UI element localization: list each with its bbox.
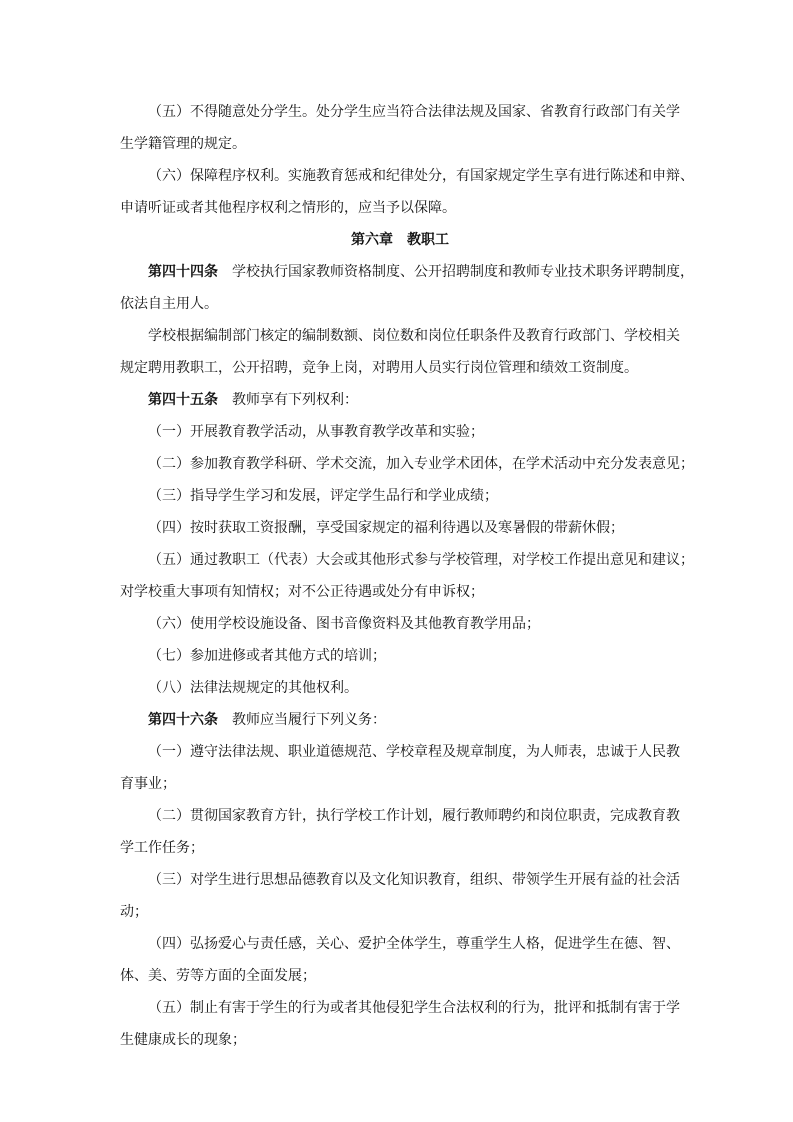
right-item-1 bbox=[120, 416, 680, 448]
text-line: 生健康成长的现象； bbox=[120, 1032, 246, 1048]
right-item-4 bbox=[120, 512, 680, 544]
text-line: （六）保障程序权利。实施教育惩戒和纪律处分，有国家规定学生享有进行陈述和申辩、 bbox=[148, 168, 694, 184]
article-46 bbox=[120, 704, 680, 736]
text-line: （五）不得随意处分学生。处分学生应当符合法律法规及国家、省教育行政部门有关学 bbox=[148, 104, 680, 120]
text-line: 育事业； bbox=[120, 776, 176, 792]
paragraph-staffing bbox=[120, 320, 680, 384]
article-45 bbox=[120, 384, 680, 416]
article-title: 第四十五条 bbox=[148, 392, 218, 408]
text-line: （五）通过教职工（代表）大会或其他形式参与学校管理，对学校工作提出意见和建议； bbox=[148, 552, 694, 568]
text-line: （二）参加教育教学科研、学术交流，加入专业学术团体，在学术活动中充分发表意见； bbox=[148, 456, 694, 472]
right-item-8 bbox=[120, 672, 680, 704]
text-line: 申请听证或者其他程序权利之情形的，应当予以保障。 bbox=[120, 200, 456, 216]
right-item-3 bbox=[120, 480, 680, 512]
text-line bbox=[120, 256, 694, 288]
text-line: （三）指导学生学习和发展，评定学生品行和学业成绩； bbox=[148, 488, 498, 504]
paragraph-6-procedure bbox=[120, 160, 694, 224]
text-line: （五）制止有害于学生的行为或者其他侵犯学生合法权利的行为，批评和抵制有害于学 bbox=[148, 1000, 680, 1016]
right-item-6 bbox=[120, 608, 680, 640]
text-line: （六）使用学校设施设备、图书音像资料及其他教育教学用品； bbox=[148, 616, 540, 632]
text-line: 动； bbox=[120, 904, 148, 920]
duty-item-5 bbox=[120, 992, 680, 1056]
chapter-heading: 第六章 教职工 bbox=[351, 232, 449, 248]
text-line: 学校根据编制部门核定的编制数额、岗位数和岗位任职条件及教育行政部门、学校相关 bbox=[148, 328, 680, 344]
text-line: 体、美、劳等方面的全面发展； bbox=[120, 968, 316, 984]
article-title: 第四十四条 bbox=[148, 264, 218, 280]
right-item-7 bbox=[120, 640, 680, 672]
text-line: 对学校重大事项有知情权；对不公正待遇或处分有申诉权； bbox=[120, 584, 484, 600]
text-line: 生学籍管理的规定。 bbox=[120, 136, 246, 152]
article-text: 教师应当履行下列义务： bbox=[232, 712, 386, 728]
text-line: （一）遵守法律法规、职业道德规范、学校章程及规章制度，为人师表，忠诚于人民教 bbox=[148, 744, 680, 760]
article-text: 学校执行国家教师资格制度、公开招聘制度和教师专业技术职务评聘制度， bbox=[232, 264, 694, 280]
article-44 bbox=[120, 256, 694, 320]
right-item-2 bbox=[120, 448, 694, 480]
paragraph-5-discipline bbox=[120, 96, 680, 160]
article-text: 教师享有下列权利： bbox=[232, 392, 358, 408]
text-line: 学工作任务； bbox=[120, 840, 204, 856]
text-line: （八）法律法规规定的其他权利。 bbox=[148, 680, 358, 696]
duty-item-4 bbox=[120, 928, 680, 992]
text-line: （四）按时获取工资报酬，享受国家规定的福利待遇以及寒暑假的带薪休假； bbox=[148, 520, 624, 536]
text-line: 依法自主用人。 bbox=[120, 296, 218, 312]
text-line: （三）对学生进行思想品德教育以及文化知识教育，组织、带领学生开展有益的社会活 bbox=[148, 872, 680, 888]
text-line: （七）参加进修或者其他方式的培训； bbox=[148, 648, 386, 664]
right-item-5 bbox=[120, 544, 694, 608]
text-line bbox=[120, 704, 680, 736]
text-line: （四）弘扬爱心与责任感，关心、爱护全体学生，尊重学生人格，促进学生在德、智、 bbox=[148, 936, 680, 952]
article-title: 第四十六条 bbox=[148, 712, 218, 728]
text-line bbox=[120, 384, 680, 416]
text-line: （二）贯彻国家教育方针，执行学校工作计划，履行教师聘约和岗位职责，完成教育教 bbox=[148, 808, 680, 824]
duty-item-2 bbox=[120, 800, 680, 864]
text-line: （一）开展教育教学活动，从事教育教学改革和实验； bbox=[148, 424, 484, 440]
text-line: 规定聘用教职工，公开招聘，竞争上岗，对聘用人员实行岗位管理和绩效工资制度。 bbox=[120, 360, 638, 376]
duty-item-1 bbox=[120, 736, 680, 800]
duty-item-3 bbox=[120, 864, 680, 928]
